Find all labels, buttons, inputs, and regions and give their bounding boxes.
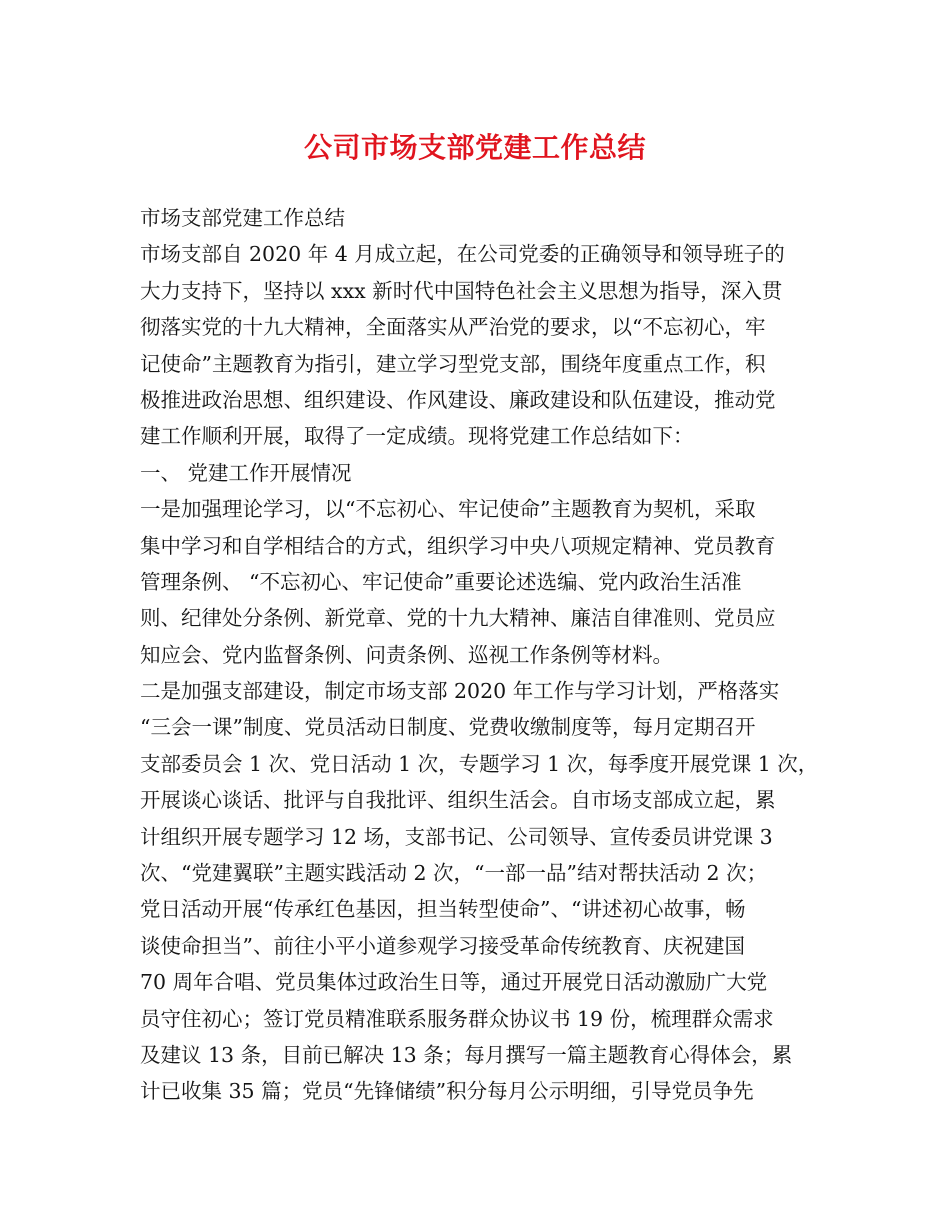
body-line: 极推进政治思想、组织建设、作风建设、廉政建设和队伍建设，推动党 [140, 387, 776, 412]
document-title: 公司市场支部党建工作总结 [303, 131, 646, 164]
section-heading: 一、 党建工作开展情况 [140, 460, 352, 485]
body-line: 员守住初心；签订党员精准联系服务群众协议书 19 份，梳理群众需求 [140, 1006, 774, 1031]
body-line: 谈使命担当”、前往小平小道参观学习接受革命传统教育、庆祝建国 [140, 933, 745, 958]
body-line: 次、“党建翼联”主题实践活动 2 次，“一部一品”结对帮扶活动 2 次； [140, 861, 768, 886]
body-line: 二是加强支部建设，制定市场支部 2020 年工作与学习计划，严格落实 [140, 679, 780, 704]
body-line: “三会一课”制度、党员活动日制度、党费收缴制度等，每月定期召开 [140, 715, 756, 740]
body-line: 建工作顺利开展，取得了一定成绩。现将党建工作总结如下： [140, 424, 694, 449]
body-line: 及建议 13 条，目前已解决 13 条；每月撰写一篇主题教育心得体会，累 [140, 1042, 793, 1067]
document-body [140, 200, 820, 1110]
body-line: 集中学习和自学相结合的方式，组织学习中央八项规定精神、党员教育 [140, 533, 776, 558]
body-line: 开展谈心谈话、批评与自我批评、组织生活会。自市场支部成立起，累 [140, 788, 776, 813]
body-line: 计组织开展专题学习 12 场，支部书记、公司领导、宣传委员讲党课 3 [140, 824, 773, 849]
body-line: 70 周年合唱、党员集体过政治生日等，通过开展党日活动激励广大党 [140, 970, 768, 995]
body-line: 一是加强理论学习，以“不忘初心、牢记使命”主题教育为契机，采取 [140, 497, 756, 522]
body-line: 管理条例、 “不忘初心、牢记使命”重要论述选编、党内政治生活准 [140, 569, 742, 594]
body-line: 党日活动开展“传承红色基因，担当转型使命”、“讲述初心故事，畅 [140, 897, 746, 922]
body-line: 知应会、党内监督条例、问责条例、巡视工作条例等材料。 [140, 642, 673, 667]
body-line: 大力支持下，坚持以 xxx 新时代中国特色社会主义思想为指导，深入贯 [140, 278, 783, 303]
body-line: 记使命”主题教育为指引，建立学习型党支部，围绕年度重点工作，积 [140, 351, 766, 376]
body-line: 计已收集 35 篇；党员“先锋储绩”积分每月公示明细，引导党员争先 [140, 1079, 754, 1104]
body-line: 市场支部自 2020 年 4 月成立起，在公司党委的正确领导和领导班子的 [140, 242, 785, 267]
body-line: 彻落实党的十九大精神，全面落实从严治党的要求，以“不忘初心，牢 [140, 315, 766, 340]
body-line: 支部委员会 1 次、党日活动 1 次，专题学习 1 次，每季度开展党课 1 次， [140, 751, 819, 776]
body-line: 则、纪律处分条例、新党章、党的十九大精神、廉洁自律准则、党员应 [140, 606, 776, 631]
body-line: 市场支部党建工作总结 [140, 206, 345, 230]
